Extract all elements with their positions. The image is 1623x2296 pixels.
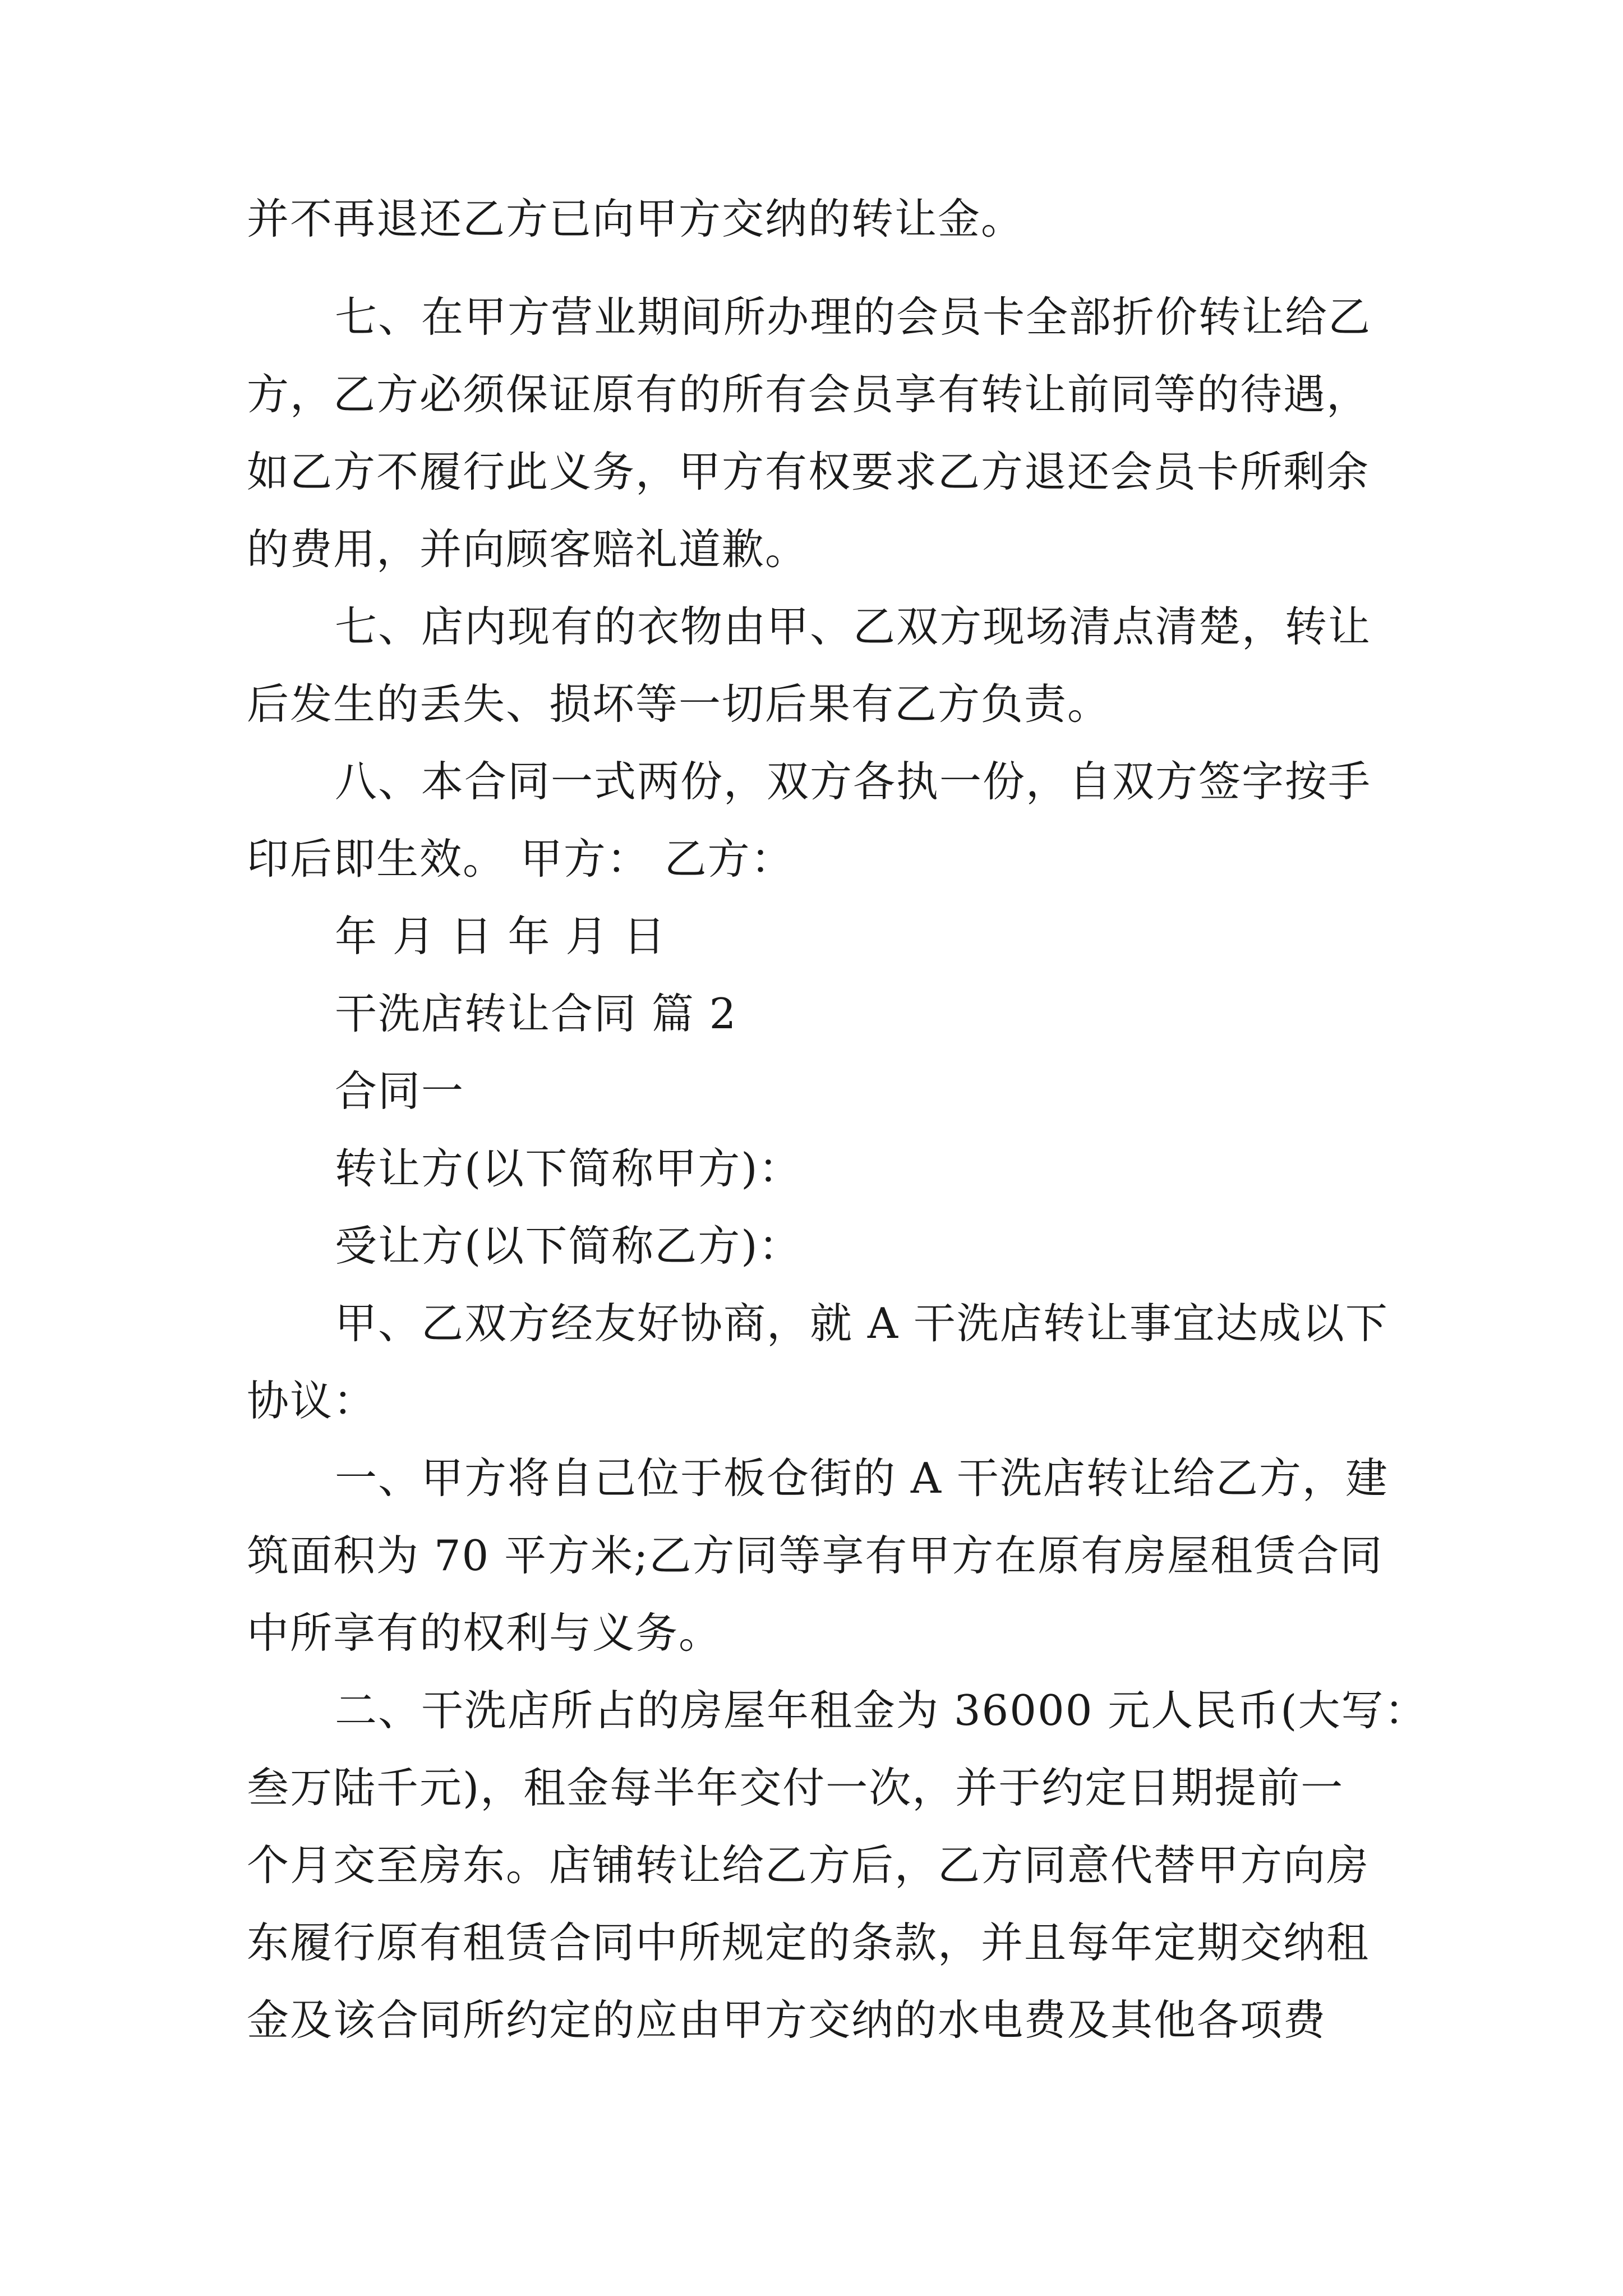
- text-line: 后发生的丢失、损坏等一切后果有乙方负责。: [247, 679, 1111, 729]
- text-line: 二、干洗店所占的房屋年租金为 36000 元人民币(大写：: [335, 1686, 1428, 1735]
- text-line: 叁万陆千元)，租金每半年交付一次，并于约定日期提前一: [247, 1763, 1344, 1812]
- text-line: 金及该合同所约定的应由甲方交纳的水电费及其他各项费: [247, 1995, 1327, 2045]
- text-line: 个月交至房东。店铺转让给乙方后，乙方同意代替甲方向房: [247, 1841, 1370, 1890]
- text-line: 七、在甲方营业期间所办理的会员卡全部折价转让给乙: [335, 292, 1372, 342]
- text-line: 中所享有的权利与义务。: [247, 1608, 722, 1658]
- text-line: 甲、乙双方经友好协商，就 A 干洗店转让事宜达成以下: [335, 1299, 1389, 1348]
- text-line: 一、甲方将自己位于板仓街的 A 干洗店转让给乙方，建: [335, 1453, 1389, 1503]
- text-line: 筑面积为 70 平方米;乙方同等享有甲方在原有房屋租赁合同: [247, 1531, 1384, 1580]
- text-line: 印后即生效。 甲方： 乙方：: [247, 834, 794, 884]
- text-line: 协议：: [247, 1376, 377, 1425]
- text-line: 七、店内现有的衣物由甲、乙双方现场清点清楚，转让: [335, 602, 1372, 651]
- text-line: 受让方(以下简称乙方)：: [335, 1221, 802, 1271]
- text-line: 合同一: [335, 1066, 465, 1116]
- text-line: 八、本合同一式两份，双方各执一份，自双方签字按手: [335, 757, 1372, 806]
- text-line: 方，乙方必须保证原有的所有会员享有转让前同等的待遇，: [247, 370, 1370, 419]
- text-line: 如乙方不履行此义务，甲方有权要求乙方退还会员卡所剩余: [247, 447, 1370, 496]
- text-line: 年 月 日 年 月 日: [335, 912, 667, 961]
- text-line: 东履行原有租赁合同中所规定的条款，并且每年定期交纳租: [247, 1918, 1370, 1967]
- text-line: 转让方(以下简称甲方)：: [335, 1144, 802, 1193]
- section-heading: 干洗店转让合同 篇 2: [335, 989, 737, 1038]
- text-line: 的费用，并向顾客赔礼道歉。: [247, 524, 809, 574]
- text-line: 并不再退还乙方已向甲方交纳的转让金。: [247, 194, 1025, 243]
